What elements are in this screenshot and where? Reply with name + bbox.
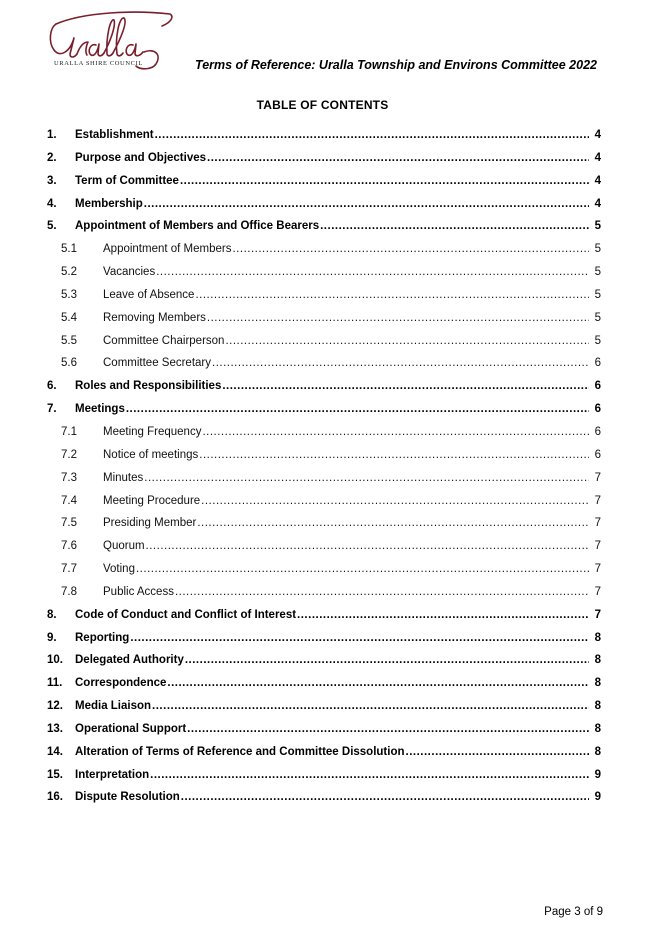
toc-entry-page: 4 (594, 129, 601, 141)
toc-entry-title[interactable]: Alteration of Terms of Reference and Committee Dissolution (75, 745, 405, 758)
toc-entry-page: 8 (594, 631, 601, 644)
toc-entry-page: 4 (594, 174, 601, 187)
toc-entry-page: 5 (594, 266, 601, 279)
toc-dot-leader (144, 467, 589, 490)
toc-subentry[interactable] (47, 330, 601, 353)
toc-dot-leader (152, 695, 589, 718)
toc-entry-page: 8 (594, 654, 601, 667)
toc-entry-number: 7.7 (61, 563, 77, 576)
toc-entry-title[interactable]: Quorum (103, 540, 145, 553)
toc-subentry[interactable] (47, 261, 601, 284)
toc-entry-title[interactable]: Operational Support (75, 722, 187, 735)
toc-entry-page: 6 (594, 425, 601, 438)
toc-entry-number: 5. (47, 220, 57, 233)
page-number: Page 3 of 9 (544, 906, 603, 918)
toc-entry-page: 5 (594, 334, 601, 347)
toc-entry-title[interactable]: Vacancies (103, 266, 156, 279)
toc-entry-title[interactable]: Notice of meetings (103, 448, 199, 461)
toc-entry-number: 5.1 (61, 243, 77, 256)
toc-entry-title[interactable]: Media Liaison (75, 700, 152, 713)
toc-dot-leader (181, 786, 589, 809)
toc-entry[interactable] (47, 764, 601, 787)
toc-entry-number: 5.2 (61, 266, 77, 279)
toc-entry-title[interactable]: Code of Conduct and Conflict of Interest (75, 608, 297, 621)
toc-entry-title[interactable]: Appointment of Members (103, 243, 232, 256)
toc-entry-page: 6 (594, 448, 601, 461)
toc-entry-title[interactable]: Term of Committee (75, 174, 179, 187)
toc-dot-leader (320, 215, 589, 238)
toc-entry-title[interactable]: Presiding Member (103, 517, 197, 530)
toc-subentry[interactable] (47, 352, 601, 375)
toc-dot-leader (146, 535, 589, 558)
toc-dot-leader (202, 421, 589, 444)
toc-entry-page: 9 (594, 791, 601, 804)
toc-entry[interactable] (47, 672, 601, 695)
toc-entry[interactable] (47, 786, 601, 809)
toc-entry[interactable] (47, 193, 601, 216)
toc-subentry[interactable] (47, 467, 601, 490)
toc-entry-title[interactable]: Interpretation (75, 768, 150, 781)
toc-entry-title[interactable]: Committee Chairperson (103, 334, 225, 347)
toc-subentry[interactable] (47, 490, 601, 513)
toc-entry-page: 5 (594, 288, 601, 301)
toc-entry-title[interactable]: Establishment (75, 129, 154, 141)
toc-entry[interactable] (47, 375, 601, 398)
toc-dot-leader (207, 307, 589, 330)
toc-dot-leader (222, 375, 589, 398)
toc-subentry[interactable] (47, 421, 601, 444)
toc-dot-leader (156, 261, 589, 284)
toc-subentry[interactable] (47, 581, 601, 604)
toc-entry[interactable] (47, 124, 601, 147)
toc-entry-number: 7.5 (61, 517, 77, 530)
toc-entry-number: 15. (47, 768, 63, 781)
toc-entry[interactable] (47, 604, 601, 627)
toc-entry-number: 11. (47, 677, 63, 690)
toc-entry-title[interactable]: Appointment of Members and Office Bearers (75, 220, 320, 233)
toc-entry-number: 4. (47, 197, 57, 210)
toc-entry-page: 7 (594, 563, 601, 576)
toc-entry-number: 7.8 (61, 585, 77, 598)
toc-entry-page: 5 (594, 220, 601, 233)
toc-dot-leader (195, 284, 589, 307)
toc-entry-page: 7 (594, 540, 601, 553)
toc-entry-title[interactable]: Dispute Resolution (75, 791, 180, 804)
toc-entry-title[interactable]: Purpose and Objectives (75, 151, 207, 164)
toc-subentry[interactable] (47, 558, 601, 581)
toc-dot-leader (155, 124, 589, 147)
toc-entry-number: 16. (47, 791, 63, 804)
toc-entry-title[interactable]: Correspondence (75, 677, 167, 690)
toc-entry-number: 7.1 (61, 425, 77, 438)
toc-entry-page: 7 (594, 608, 601, 621)
toc-entry-number: 7. (47, 403, 57, 416)
toc-entry-number: 7.2 (61, 448, 77, 461)
toc-entry-page: 7 (594, 494, 601, 507)
toc-subentry[interactable] (47, 535, 601, 558)
toc-entry-page: 6 (594, 403, 601, 416)
toc-entry-number: 2. (47, 151, 57, 164)
toc-entry-number: 7.4 (61, 494, 77, 507)
toc-entry-number: 5.4 (61, 311, 77, 324)
toc-entry-title[interactable]: Public Access (103, 585, 174, 598)
toc-entry-title[interactable]: Removing Members (103, 311, 206, 324)
document-title: Terms of Reference: Uralla Township and Environs Committee 2022 (195, 58, 597, 72)
toc-entry-title[interactable]: Voting (103, 563, 135, 576)
toc-dot-leader (225, 330, 589, 353)
toc-dot-leader (201, 490, 589, 513)
toc-dot-leader (212, 352, 589, 375)
toc-entry-page: 5 (594, 311, 601, 324)
toc-entry[interactable] (47, 649, 601, 672)
toc-dot-leader (185, 649, 589, 672)
toc-entry[interactable] (47, 718, 601, 741)
toc-entry-title[interactable]: Committee Secretary (103, 357, 212, 370)
toc-entry-number: 7.6 (61, 540, 77, 553)
toc-subentry[interactable] (47, 284, 601, 307)
toc-entry-number: 6. (47, 380, 57, 393)
toc-entry-number: 3. (47, 174, 57, 187)
toc-entry-number: 5.6 (61, 357, 77, 370)
toc-entry-title[interactable]: Meetings (75, 403, 125, 416)
toc-entry-page: 9 (594, 768, 601, 781)
toc-dot-leader (126, 398, 589, 421)
toc-entry-title[interactable]: Minutes (103, 471, 144, 484)
toc-dot-leader (130, 627, 589, 650)
toc-entry-page: 7 (594, 517, 601, 530)
toc-dot-leader (199, 444, 589, 467)
toc-dot-leader (297, 604, 589, 627)
toc-entry-page: 4 (594, 151, 601, 164)
toc-entry-number: 7.3 (61, 471, 77, 484)
toc-dot-leader (144, 193, 589, 216)
toc-subentry[interactable] (47, 307, 601, 330)
toc-entry[interactable] (47, 695, 601, 718)
toc-entry-page: 5 (594, 243, 601, 256)
toc-entry-title[interactable]: Membership (75, 197, 143, 210)
toc-entry[interactable] (47, 170, 601, 193)
toc-entry[interactable] (47, 147, 601, 170)
toc-entry-number: 1. (47, 129, 57, 141)
toc-entry-number: 14. (47, 745, 63, 758)
toc-entry-page: 6 (594, 357, 601, 370)
toc-dot-leader (232, 238, 589, 261)
toc-entry-page: 7 (594, 471, 601, 484)
toc-entry-page: 4 (594, 197, 601, 210)
toc-entry-page: 8 (594, 722, 601, 735)
toc-entry-title[interactable]: Meeting Frequency (103, 425, 202, 438)
toc-dot-leader (187, 718, 589, 741)
toc-entry-number: 12. (47, 700, 63, 713)
logo-subtext: URALLA SHIRE COUNCIL (54, 60, 143, 67)
toc-entry-number: 5.5 (61, 334, 77, 347)
toc-heading: TABLE OF CONTENTS (256, 98, 389, 112)
toc-entry-page: 8 (594, 677, 601, 690)
toc-entry-page: 8 (594, 700, 601, 713)
toc-dot-leader (136, 558, 589, 581)
toc-dot-leader (207, 147, 589, 170)
table-of-contents (47, 124, 601, 809)
toc-entry-title[interactable]: Reporting (75, 631, 130, 644)
toc-entry[interactable] (47, 627, 601, 650)
toc-subentry[interactable] (47, 444, 601, 467)
toc-entry-title[interactable]: Delegated Authority (75, 654, 184, 667)
toc-dot-leader (406, 741, 589, 764)
toc-entry-number: 5.3 (61, 288, 77, 301)
toc-dot-leader (175, 581, 589, 604)
toc-subentry[interactable] (47, 238, 601, 261)
toc-entry-title[interactable]: Roles and Responsibilities (75, 380, 222, 393)
toc-entry-title[interactable]: Meeting Procedure (103, 494, 201, 507)
toc-dot-leader (197, 512, 589, 535)
toc-entry-number: 9. (47, 631, 57, 644)
toc-subentry[interactable] (47, 512, 601, 535)
toc-entry-number: 10. (47, 654, 63, 667)
toc-entry-number: 8. (47, 608, 57, 621)
toc-dot-leader (180, 170, 589, 193)
toc-entry[interactable] (47, 215, 601, 238)
toc-entry-number: 13. (47, 722, 63, 735)
toc-entry-page: 7 (594, 585, 601, 598)
toc-entry-title[interactable]: Leave of Absence (103, 288, 195, 301)
toc-dot-leader (167, 672, 589, 695)
toc-entry[interactable] (47, 741, 601, 764)
toc-entry-page: 8 (594, 745, 601, 758)
toc-entry[interactable] (47, 398, 601, 421)
toc-dot-leader (150, 764, 589, 787)
council-logo (44, 8, 184, 74)
toc-entry-page: 6 (594, 380, 601, 393)
